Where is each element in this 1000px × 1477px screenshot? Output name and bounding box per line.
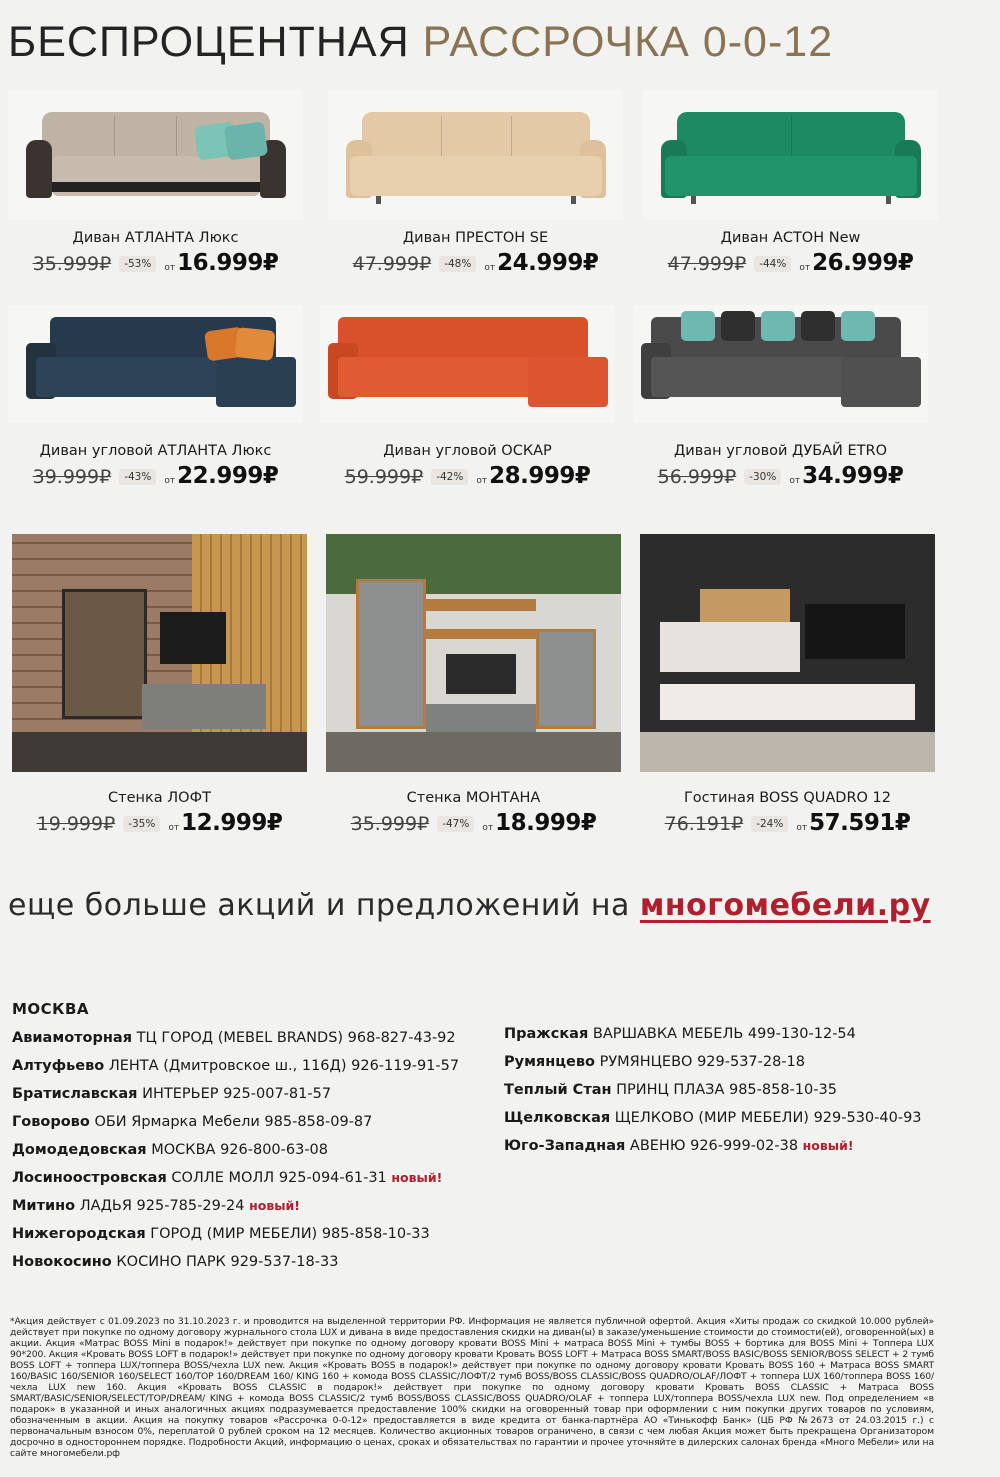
product-card[interactable]	[320, 305, 615, 489]
store-entry: Новокосино КОСИНО ПАРК 929-537-18-33	[12, 1254, 339, 1270]
product-card[interactable]	[8, 90, 303, 276]
product-image	[8, 90, 303, 220]
discount-badge: -47%	[437, 816, 474, 832]
product-prices	[643, 250, 938, 276]
discount-badge: -44%	[754, 256, 791, 272]
price-from-label: от	[168, 823, 180, 833]
page-headline	[8, 14, 992, 70]
new-price: 22.999₽	[177, 463, 279, 489]
price-from-label: от	[484, 263, 496, 273]
old-price: 39.999₽	[32, 466, 112, 488]
new-price: 34.999₽	[802, 463, 904, 489]
product-image	[633, 305, 928, 423]
promo-text: еще больше акций и предложений на	[8, 888, 640, 923]
new-price: 57.591₽	[809, 810, 911, 836]
product-image	[643, 90, 938, 220]
store-entry: Говорово ОБИ Ярмарка Мебели 985-858-09-87	[12, 1114, 373, 1130]
product-card[interactable]	[8, 305, 303, 489]
price-from-label: от	[164, 476, 176, 486]
store-list	[12, 1000, 992, 1270]
store-entry: Авиамоторная ТЦ ГОРОД (MEBEL BRANDS) 968-827-43-92	[12, 1030, 456, 1046]
old-price: 19.999₽	[36, 813, 116, 835]
product-name: Диван угловой ДУБАЙ ETRO	[673, 443, 888, 459]
new-store-badge: новый!	[802, 1138, 854, 1153]
old-price: 35.999₽	[350, 813, 430, 835]
product-image	[640, 534, 935, 772]
headline-part2: РАССРОЧКА 0-0-12	[422, 18, 834, 66]
discount-badge: -43%	[119, 469, 156, 485]
store-entry: Лосиноостровская СОЛЛЕ МОЛЛ 925-094-61-31 новый!	[12, 1170, 443, 1186]
product-name: Диван угловой АТЛАНТА Люкс	[39, 443, 272, 459]
price-from-label: от	[799, 263, 811, 273]
price-from-label: от	[482, 823, 494, 833]
store-entry: Нижегородская ГОРОД (МИР МЕБЕЛИ) 985-858-10-33	[12, 1226, 430, 1242]
headline-part1: БЕСПРОЦЕНТНАЯ	[8, 18, 410, 66]
discount-badge: -30%	[744, 469, 781, 485]
product-image	[326, 534, 621, 772]
product-name: Диван ПРЕСТОН SE	[402, 230, 549, 246]
discount-badge: -42%	[431, 469, 468, 485]
product-image	[328, 90, 623, 220]
old-price: 76.191₽	[664, 813, 744, 835]
new-price: 12.999₽	[181, 810, 283, 836]
new-price: 28.999₽	[489, 463, 591, 489]
product-prices	[8, 463, 303, 489]
discount-badge: -35%	[123, 816, 160, 832]
store-entry: Юго-Западная АВЕНЮ 926-999-02-38 новый!	[504, 1138, 854, 1154]
new-price: 24.999₽	[497, 250, 599, 276]
promo-banner	[8, 888, 938, 923]
store-entry: Пражская ВАРШАВКА МЕБЕЛЬ 499-130-12-54	[504, 1026, 856, 1042]
product-name: Стенка МОНТАНА	[406, 790, 541, 806]
store-entry: Домодедовская МОСКВА 926-800-63-08	[12, 1142, 329, 1158]
city-heading: МОСКВА	[12, 1000, 89, 1018]
product-name: Диван угловой ОСКАР	[383, 443, 552, 459]
product-image	[8, 305, 303, 423]
product-prices	[640, 810, 935, 836]
promo-site-link[interactable]: многомебели.ру	[639, 888, 931, 923]
product-card[interactable]	[12, 534, 307, 836]
product-card[interactable]	[633, 305, 928, 489]
product-prices	[326, 810, 621, 836]
old-price: 47.999₽	[352, 253, 432, 275]
fine-print: *Акция действует с 01.09.2023 по 31.10.2023 г. и проводится на выделенной территории РФ. Информация не является публичной офертой. Акция «Хиты продаж со скидкой 10.000 рублей» действует при покупке по одному договору журнального стола LUX и дивана в виде предоставления скидки на диван(ы) в заказе/уменьшение стоимости до стоимости(ей), оговоренной(ых) в акции. Акция «Матрас BOSS Mini в подарок!» действует при покупке по одному договору кровати BOSS Mini + матраса BOSS Mini + тумбы BOSS + бортика для BOSS Mini + Топпера LUX 90*200. Акция «Кровать BOSS LOFT в подарок!» действует при покупке по одному договору кровати Кровать BOSS LOFT + Матраса BOSS SMART/BOSS BASIC/BOSS SENIOR/BOSS SELECT + 2 тумб BOSS LOFT + топпера LUX/топпера BOSS/чехла LUX new. Акция «Кровать BOSS в подарок!» действует при покупке по одному договору кровати Кровать BOSS 160 + Матраса BOSS SMART 160/BASIC 160/SENIOR 160/SELECT 160/TOP 160/DREAM 160/ KING 160 + комода BOSS CLASSIC/ЛОФТ/2 тумб BOSS/BOSS CLASSIC/BOSS QUADRO/OLAF/ЛОФТ + топпера LUX 160/топпера BOSS 160/чехла LUX new 160. Акция «Кровать BOSS CLASSIC в подарок!» действует при покупке по одному договору кровати Кровать BOSS CLASSIC + Матраса BOSS SMART/BASIC/SENIOR/SELECT/TOP/DREAM/ KING + комода BOSS CLASSIC/2 тумб BOSS/BOSS CLASSIC/BOSS QUADRO/OLAF + топпера LUX/топпера BOSS/чехла LUX new. Под определением «в подарок» в указанной и иных аналогичных акциях подразумевается предоставление 100% скидки на оговоренный товар при оформлении с ним покупки других товаров по условиям, обозначенным в акции. Акция на покупку товаров «Рассрочка 0-0-12» предоставляется в виде кредита от банка-партнёра АО «Тинькофф Банк» (ЦБ РФ №2673 от 24.03.2015 г.) с первоначальным взносом 0%, переплатой 0 рублей сроком на 12 месяцев. Количество акционных товаров ограничено, в связи с чем любая Акция может быть прекращена Организатором досрочно в одностороннем порядке. Подробности Акций, информацию о ценах, сроках и обязательствах по гарантии и прочее уточняйте в дилерских салонах бренда «Много Мебели» или на сайте многомебели.рф	[10, 1316, 934, 1459]
product-name: Диван АСТОН New	[720, 230, 861, 246]
price-from-label: от	[796, 823, 808, 833]
new-price: 26.999₽	[812, 250, 914, 276]
store-entry: Братиславская ИНТЕРЬЕР 925-007-81-57	[12, 1086, 332, 1102]
new-store-badge: новый!	[391, 1170, 443, 1185]
new-store-badge: новый!	[249, 1198, 301, 1213]
product-prices	[8, 250, 303, 276]
product-card[interactable]	[643, 90, 938, 276]
store-entry: Румянцево РУМЯНЦЕВО 929-537-28-18	[504, 1054, 806, 1070]
product-prices	[633, 463, 928, 489]
product-prices	[320, 463, 615, 489]
product-name: Диван АТЛАНТА Люкс	[72, 230, 239, 246]
store-entry: Щелковская ЩЕЛКОВО (МИР МЕБЕЛИ) 929-530-40-93	[504, 1110, 922, 1126]
product-name: Стенка ЛОФТ	[108, 790, 211, 806]
product-prices	[328, 250, 623, 276]
discount-badge: -48%	[439, 256, 476, 272]
discount-badge: -24%	[751, 816, 788, 832]
product-prices	[12, 810, 307, 836]
new-price: 18.999₽	[495, 810, 597, 836]
product-card[interactable]	[640, 534, 935, 836]
price-from-label: от	[164, 263, 176, 273]
price-from-label: от	[789, 476, 801, 486]
old-price: 47.999₽	[667, 253, 747, 275]
new-price: 16.999₽	[177, 250, 279, 276]
store-entry: Теплый Стан ПРИНЦ ПЛАЗА 985-858-10-35	[504, 1082, 837, 1098]
price-from-label: от	[476, 476, 488, 486]
product-card[interactable]	[326, 534, 621, 836]
discount-badge: -53%	[119, 256, 156, 272]
product-card[interactable]	[328, 90, 623, 276]
product-image	[320, 305, 615, 423]
product-image	[12, 534, 307, 772]
store-column-left	[12, 1024, 459, 1276]
old-price: 56.999₽	[657, 466, 737, 488]
product-name: Гостиная BOSS QUADRO 12	[683, 790, 892, 806]
store-entry: Митино ЛАДЬЯ 925-785-29-24 новый!	[12, 1198, 301, 1214]
store-column-right	[504, 1020, 922, 1160]
store-entry: Алтуфьево ЛЕНТА (Дмитровское ш., 116Д) 926-119-91-57	[12, 1058, 460, 1074]
old-price: 59.999₽	[344, 466, 424, 488]
old-price: 35.999₽	[32, 253, 112, 275]
